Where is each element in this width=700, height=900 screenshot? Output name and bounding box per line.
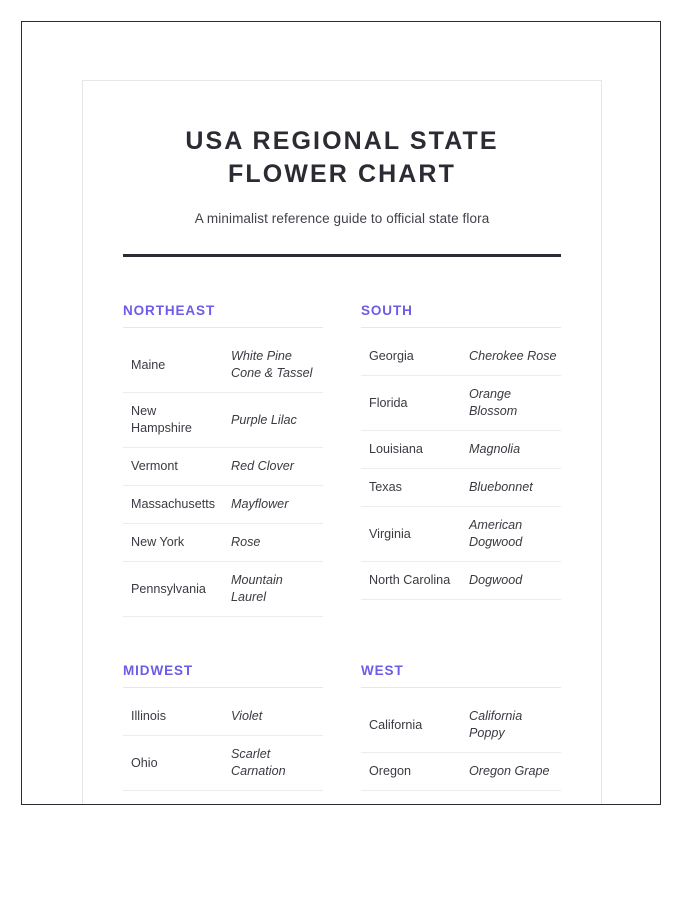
page-title: USA REGIONAL STATE FLOWER CHART (185, 127, 499, 188)
table-row (123, 338, 323, 393)
header-divider (123, 254, 561, 257)
region-table (361, 698, 561, 791)
region-table (123, 338, 323, 617)
state-flower-cell: Bluebonnet (461, 469, 561, 507)
state-name-cell: Florida (361, 376, 461, 431)
state-name-cell: Texas (361, 469, 461, 507)
table-row (123, 524, 323, 562)
region-table (123, 698, 323, 791)
state-flower-cell: Dogwood (461, 562, 561, 600)
state-flower-cell: Rose (223, 524, 323, 562)
state-name-cell: New Hampshire (123, 393, 223, 448)
state-flower-cell: Cherokee Rose (461, 338, 561, 376)
state-name-cell: Oregon (361, 753, 461, 791)
state-flower-cell: Magnolia (461, 431, 561, 469)
region-table (361, 338, 561, 600)
table-row (123, 736, 323, 791)
page-subtitle: A minimalist reference guide to official state flora (194, 211, 490, 226)
state-flower-cell: Mountain Laurel (223, 562, 323, 617)
table-row (361, 698, 561, 753)
state-name-cell: Georgia (361, 338, 461, 376)
region-section (361, 663, 561, 791)
region-title: NORTHEAST (123, 303, 323, 328)
table-row (361, 562, 561, 600)
table-row (123, 562, 323, 617)
state-flower-cell: American Dogwood (461, 507, 561, 562)
region-section (123, 303, 323, 617)
state-flower-cell: White Pine Cone & Tassel (223, 338, 323, 393)
table-row (361, 507, 561, 562)
region-title: SOUTH (361, 303, 561, 328)
table-row (123, 393, 323, 448)
state-name-cell: Vermont (123, 448, 223, 486)
state-flower-cell: Purple Lilac (223, 393, 323, 448)
state-name-cell: North Carolina (361, 562, 461, 600)
state-name-cell: Maine (123, 338, 223, 393)
table-row (361, 338, 561, 376)
region-title: MIDWEST (123, 663, 323, 688)
table-row (123, 698, 323, 736)
state-name-cell: Illinois (123, 698, 223, 736)
regions-grid (123, 303, 561, 791)
page-frame (21, 21, 661, 805)
state-name-cell: Ohio (123, 736, 223, 791)
state-flower-cell: Oregon Grape (461, 753, 561, 791)
state-name-cell: Virginia (361, 507, 461, 562)
state-flower-cell: Mayflower (223, 486, 323, 524)
region-section (123, 663, 323, 791)
state-name-cell: New York (123, 524, 223, 562)
state-name-cell: Pennsylvania (123, 562, 223, 617)
state-flower-cell: Scarlet Carnation (223, 736, 323, 791)
table-row (361, 376, 561, 431)
region-section (361, 303, 561, 617)
state-name-cell: California (361, 698, 461, 753)
region-title: WEST (361, 663, 561, 688)
state-flower-cell: Red Clover (223, 448, 323, 486)
table-row (123, 448, 323, 486)
state-flower-cell: California Poppy (461, 698, 561, 753)
table-row (361, 753, 561, 791)
table-row (361, 431, 561, 469)
state-flower-cell: Violet (223, 698, 323, 736)
document-card (82, 80, 602, 805)
table-row (123, 486, 323, 524)
document-header (123, 125, 561, 257)
table-row (361, 469, 561, 507)
state-name-cell: Louisiana (361, 431, 461, 469)
state-flower-cell: Orange Blossom (461, 376, 561, 431)
state-name-cell: Massachusetts (123, 486, 223, 524)
